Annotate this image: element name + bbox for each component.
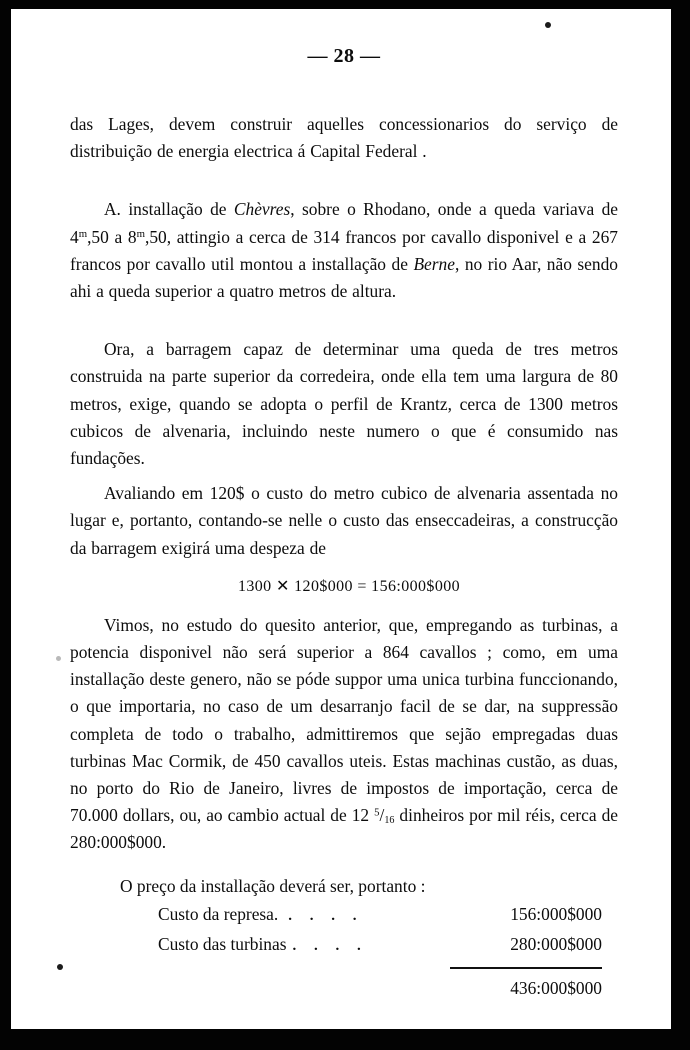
paragraph-5 xyxy=(70,612,618,857)
paragraph-1: das Lages, devem construir aquelles concessionarios do serviço de distribuição de energia electrica á Capital Federal . xyxy=(70,114,618,162)
p5-text-b: dinheiros por mil réis, cerca de 280:000$000. xyxy=(70,805,619,853)
page-sheet xyxy=(11,9,671,1029)
page-folio: — 28 — xyxy=(307,45,381,67)
cost-summary-intro: O preço da installação deverá ser, portanto : xyxy=(120,875,426,896)
p2-text-a: A. installação de xyxy=(104,199,234,220)
cost-total-amount: 436:000$000 xyxy=(510,977,602,998)
cost-row-label: Custo das turbinas xyxy=(158,933,287,954)
fraction-numerator: 5 xyxy=(374,806,380,819)
cost-row-amount: 280:000$000 xyxy=(510,933,602,954)
cost-row-label: Custo da represa. xyxy=(158,903,279,924)
place-name-berne: Berne xyxy=(413,253,455,274)
unit-superscript-m-2: m xyxy=(136,227,145,240)
fraction-denominator: 16 xyxy=(384,815,395,827)
scan-speck xyxy=(57,964,63,970)
cost-row xyxy=(158,930,618,960)
fraction-five-sixteenths xyxy=(374,805,394,825)
cost-row xyxy=(158,900,618,930)
display-equation: 1300 ✕ 120$000 = 156:000$000 xyxy=(237,577,461,595)
cost-total-row xyxy=(158,974,618,1002)
scan-speck xyxy=(545,22,551,28)
p2-text-d: ,50, attingio a cerca de 314 francos por cavallo disponivel e a 267 francos por cavallo util montou a installação de xyxy=(70,226,618,274)
p2-text-e: , no rio Aar, não sendo ahi a queda superior a quatro metros de altura. xyxy=(70,253,618,302)
sum-rule xyxy=(450,967,602,969)
p5-text-a: Vimos, no estudo do quesito anterior, que, empregando as turbinas, a potencia disponivel não será superior a 864 cavallos ; como, em uma installação deste genero, não se póde suppor uma unica turbina funccionando, o que importaria, no caso de um desarranjo facil de se dar, na suppressão completa de todo o trabalho, admittiremos que sejão empregadas duas turbinas Mac Cormik, de 450 cavallos uteis. Estas machinas custão, as duas, no porto do Rio de Janeiro, livres de impostos de importação, cerca de 70.000 dollars, ou, ao cambio actual de 12 xyxy=(70,614,618,826)
paragraph-4: Avaliando em 120$ o custo do metro cubico de alvenaria assentada no lugar e, portanto, contando-se nelle o custo das enseccadeiras, a construcção da barragem exigirá uma despeza de xyxy=(70,483,618,558)
paragraph-3: Ora, a barragem capaz de determinar uma queda de tres metros construida na parte superior da corredeira, onde ella tem uma largura de 80 metros, exige, quando se adopta o perfil de Krantz, cerca de 1300 metros cubicos de alvenaria, incluindo neste numero o que é consumido nas fundações. xyxy=(70,339,618,469)
fraction-slash: / xyxy=(379,805,385,826)
p2-text-b: , sobre o Rhodano, onde a queda variava de 4 xyxy=(70,199,618,247)
cost-row-leader: . . . . xyxy=(292,937,368,954)
place-name-chevres: Chèvres xyxy=(233,199,291,220)
scan-speck xyxy=(56,656,61,661)
paragraph-2 xyxy=(70,196,618,305)
cost-row-amount: 156:000$000 xyxy=(510,903,602,924)
unit-superscript-m-1: m xyxy=(78,227,88,240)
cost-summary-table xyxy=(70,900,618,1002)
cost-row-leader: . . . . xyxy=(288,907,364,924)
p2-text-c: ,50 a 8 xyxy=(87,226,137,247)
text-column xyxy=(70,9,618,1002)
